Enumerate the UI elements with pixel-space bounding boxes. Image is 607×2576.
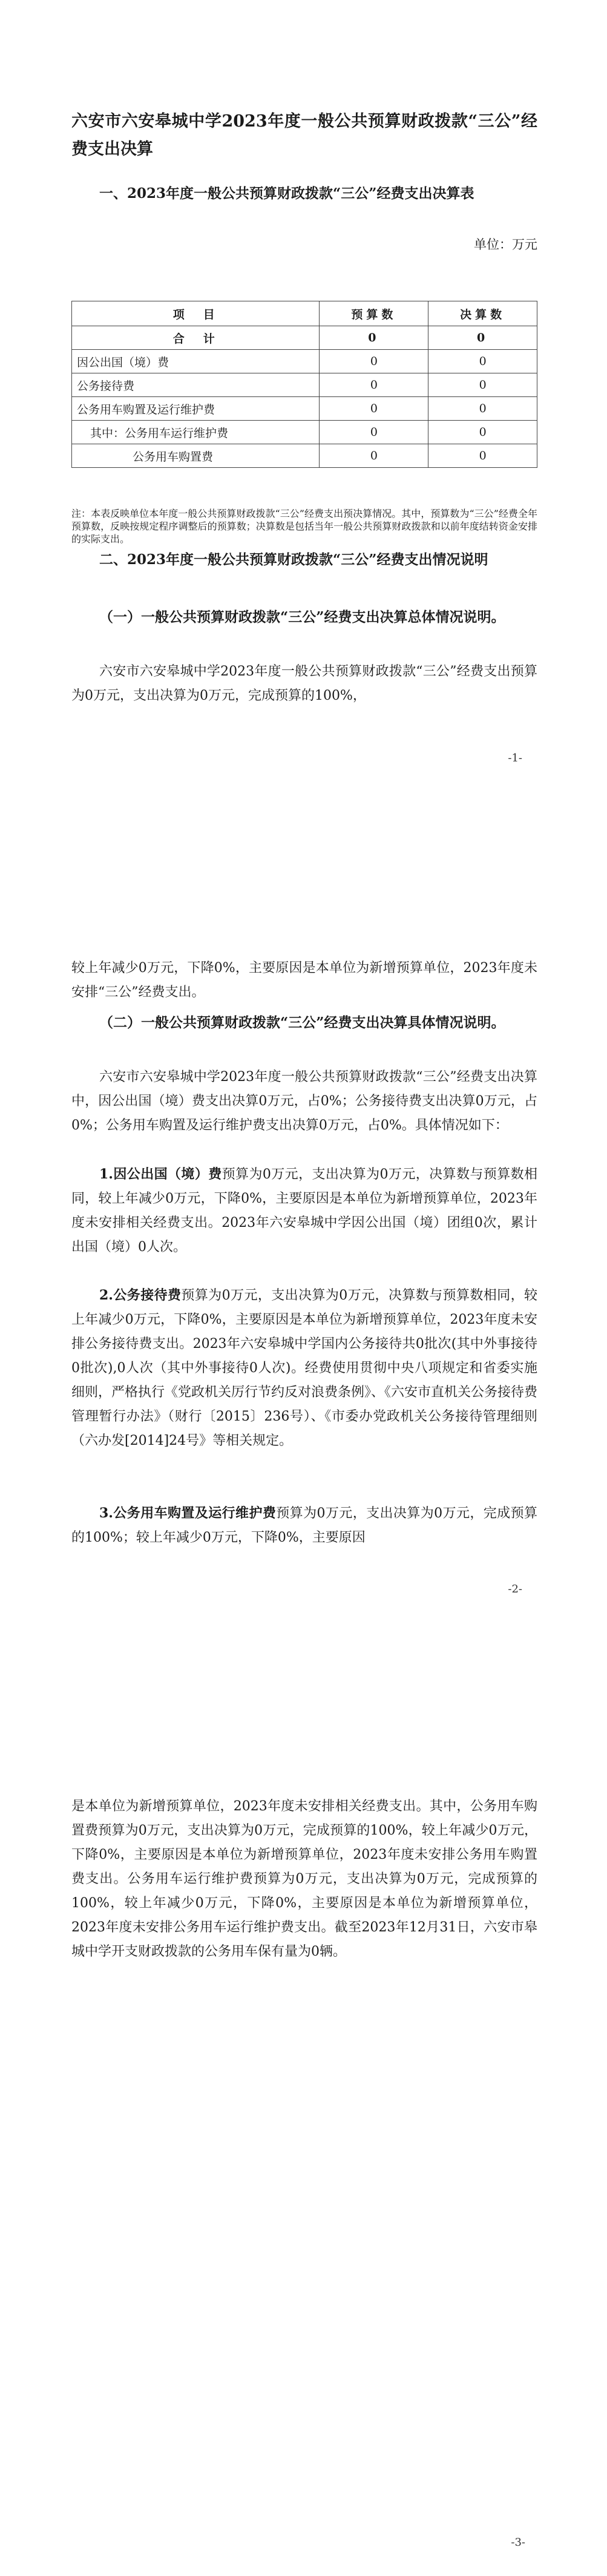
table-row (72, 326, 537, 350)
table-row (72, 397, 537, 421)
page-1 (0, 0, 607, 835)
page-number: -1- (508, 752, 522, 764)
page-number: -2- (508, 1583, 522, 1595)
row-budget: 0 (320, 373, 428, 397)
table-row (72, 350, 537, 373)
page-number: -3- (511, 2536, 525, 2549)
row-budget: 0 (320, 397, 428, 421)
row-item: 公务用车购置费 (72, 444, 320, 468)
sub1-paragraph: 六安市六安皋城中学2023年度一般公共预算财政拨款“三公”经费支出预算为0万元，支出决算为0万元，完成预算的100%， (71, 664, 537, 703)
header-actual: 决算数 (428, 301, 537, 326)
row-actual: 0 (428, 373, 537, 397)
section1-heading: 一、2023年度一般公共预算财政拨款“三公”经费支出决算表 (99, 185, 474, 202)
header-item: 项 目 (72, 301, 320, 326)
sub2-heading: （二）一般公共预算财政拨款“三公”经费支出决算具体情况说明。 (99, 1014, 505, 1031)
item1-label: 1.因公出国（境）费 (99, 1166, 222, 1182)
table-note: 注：本表反映单位本年度一般公共预算财政拨款“三公”经费支出预决算情况。其中，预算数为“三公”经费全年预算数，反映按规定程序调整后的预算数；决算数是包括当年一般公共预算财政拨款和以前年度结转资金安排的实际支出。 (71, 508, 537, 545)
header-budget: 预算数 (320, 301, 428, 326)
table-row (72, 444, 537, 468)
item2-label: 2.公务接待费 (99, 1287, 182, 1303)
row-actual: 0 (428, 444, 537, 468)
item1-text: 预算为0万元，支出决算为0万元，决算数与预算数相同，较上年减少0万元，下降0%，主要原因是本单位为新增预算单位，2023年度未安排相关经费支出。2023年六安皋城中学因公出国（境）团组0次，累计出国（境）0人次。 (71, 1167, 538, 1255)
sub1-heading: （一）一般公共预算财政拨款“三公”经费支出决算总体情况说明。 (99, 609, 505, 625)
row-budget: 0 (320, 421, 428, 444)
page-2 (0, 835, 607, 1671)
page-3 (0, 1671, 607, 2576)
item1-paragraph (71, 1162, 537, 1260)
row-item: 其中：公务用车运行维护费 (72, 421, 320, 444)
table-row (72, 421, 537, 444)
item2-text: 预算为0万元，支出决算为0万元，决算数与预算数相同，较上年减少0万元，下降0%，主要原因是本单位为新增预算单位，2023年度未安排公务接待费支出。2023年六安皋城中学国内公务接待共0批次(其中外事接待0批次),0人次（其中外事接待0人次)。经费使用贯彻中央八项规定和省委实施细则，严格执行《党政机关厉行节约反对浪费条例》、《六安市直机关公务接待费管理暂行办法》（财行〔2015〕236号）、《市委办党政机关公务接待管理细则（六办发[2014]24号》等相关规定。 (71, 1288, 538, 1448)
page2-continuation: 较上年减少0万元，下降0%，主要原因是本单位为新增预算单位，2023年度未安排“三公”经费支出。 (71, 961, 537, 1000)
table-row (72, 373, 537, 397)
item3-label: 3.公务用车购置及运行维护费 (99, 1505, 277, 1521)
row-item: 合 计 (72, 326, 320, 350)
row-budget: 0 (320, 326, 428, 350)
budget-table (71, 301, 537, 468)
row-actual: 0 (428, 421, 537, 444)
row-actual: 0 (428, 326, 537, 350)
row-budget: 0 (320, 444, 428, 468)
section2-heading: 二、2023年度一般公共预算财政拨款“三公”经费支出情况说明 (99, 551, 488, 568)
row-item: 因公出国（境）费 (72, 350, 320, 373)
row-item: 公务接待费 (72, 373, 320, 397)
item2-paragraph (71, 1283, 537, 1453)
item3-text: 预算为0万元，支出决算为0万元，完成预算的100%；较上年减少0万元，下降0%，主要原因 (71, 1506, 537, 1545)
row-actual: 0 (428, 397, 537, 421)
table-header-row (72, 301, 537, 326)
document-title: 六安市六安皋城中学2023年度一般公共预算财政拨款“三公”经费支出决算 (71, 112, 537, 159)
page3-paragraph: 是本单位为新增预算单位，2023年度未安排相关经费支出。其中，公务用车购置费预算为0万元，支出决算为0万元，完成预算的100%，较上年减少0万元，下降0%，主要原因是本单位为新增预算单位，2023年度未安排公务用车购置费支出。公务用车运行维护费预算为0万元，支出决算为0万元，完成预算的100%，较上年减少0万元，下降0%，主要原因是本单位为新增预算单位，2023年度未安排公务用车运行维护费支出。截至2023年12月31日，六安市皋城中学开支财政拨款的公务用车保有量为0辆。 (71, 1799, 537, 1959)
row-item: 公务用车购置及运行维护费 (72, 397, 320, 421)
row-actual: 0 (428, 350, 537, 373)
unit-label: 单位：万元 (474, 237, 537, 252)
item3-paragraph (71, 1501, 537, 1550)
row-budget: 0 (320, 350, 428, 373)
sub2-paragraph: 六安市六安皋城中学2023年度一般公共预算财政拨款“三公”经费支出决算中，因公出国（境）费支出决算0万元，占0%；公务接待费支出决算0万元，占0%；公务用车购置及运行维护费支出决算0万元，占0%。具体情况如下： (71, 1070, 537, 1133)
